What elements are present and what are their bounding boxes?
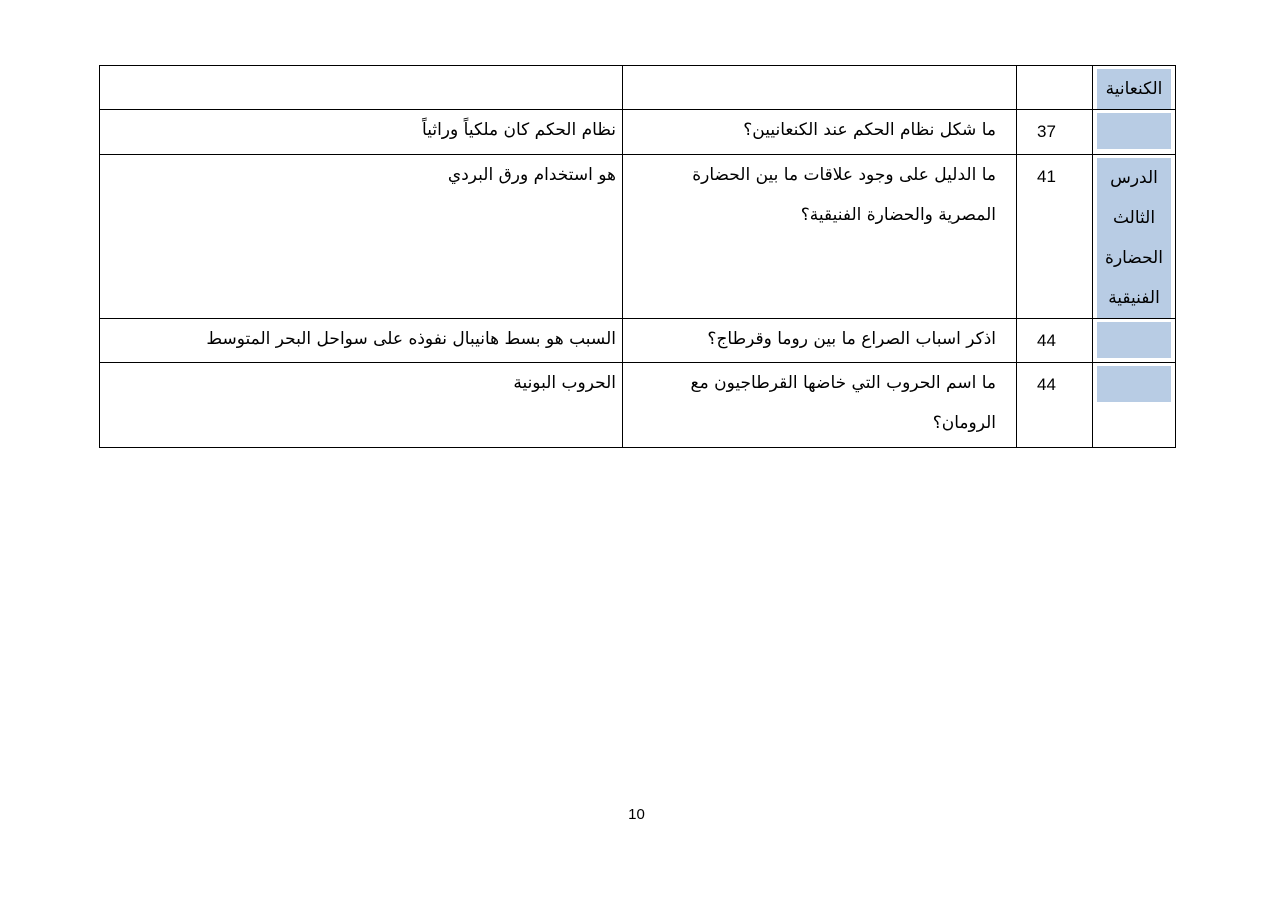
question-cell: ما اسم الحروب التي خاضها القرطاجيون مع الرومان؟ (623, 363, 1017, 448)
page-ref: 37 (1037, 122, 1056, 141)
page-number: 10 (628, 806, 645, 823)
page-ref: 41 (1037, 167, 1056, 186)
lesson-label (1097, 113, 1171, 149)
question-cell (623, 66, 1017, 110)
page-ref: 44 (1037, 375, 1056, 394)
lesson-cell (1093, 110, 1176, 155)
table-row (100, 155, 1176, 319)
answer-cell: السبب هو بسط هانيبال نفوذه على سواحل البحر المتوسط (100, 319, 623, 363)
lesson-label (1097, 322, 1171, 358)
answer-cell: هو استخدام ورق البردي (100, 155, 623, 319)
page-ref-cell (1017, 363, 1093, 448)
lesson-cell (1093, 319, 1176, 363)
lesson-label: الدرس الثالث الحضارة الفنيقية (1097, 158, 1171, 318)
page-ref: 44 (1037, 331, 1056, 350)
lesson-cell (1093, 66, 1176, 110)
page-ref-cell (1017, 66, 1093, 110)
lesson-label: الكنعانية (1097, 69, 1171, 109)
table-row (100, 319, 1176, 363)
lesson-cell (1093, 155, 1176, 319)
page-ref-cell (1017, 319, 1093, 363)
question-cell: ما الدليل على وجود علاقات ما بين الحضارة المصرية والحضارة الفنيقية؟ (623, 155, 1017, 319)
page-ref-cell (1017, 110, 1093, 155)
lesson-cell (1093, 363, 1176, 448)
answer-cell: الحروب البونية (100, 363, 623, 448)
table-row (100, 66, 1176, 110)
questions-table (99, 65, 1176, 448)
answer-cell: نظام الحكم كان ملكياً وراثياً (100, 110, 623, 155)
answer-cell (100, 66, 623, 110)
table-row (100, 110, 1176, 155)
lesson-label (1097, 366, 1171, 402)
question-cell: اذكر اسباب الصراع ما بين روما وقرطاج؟ (623, 319, 1017, 363)
page-ref-cell (1017, 155, 1093, 319)
table-row (100, 363, 1176, 448)
question-cell: ما شكل نظام الحكم عند الكنعانيين؟ (623, 110, 1017, 155)
